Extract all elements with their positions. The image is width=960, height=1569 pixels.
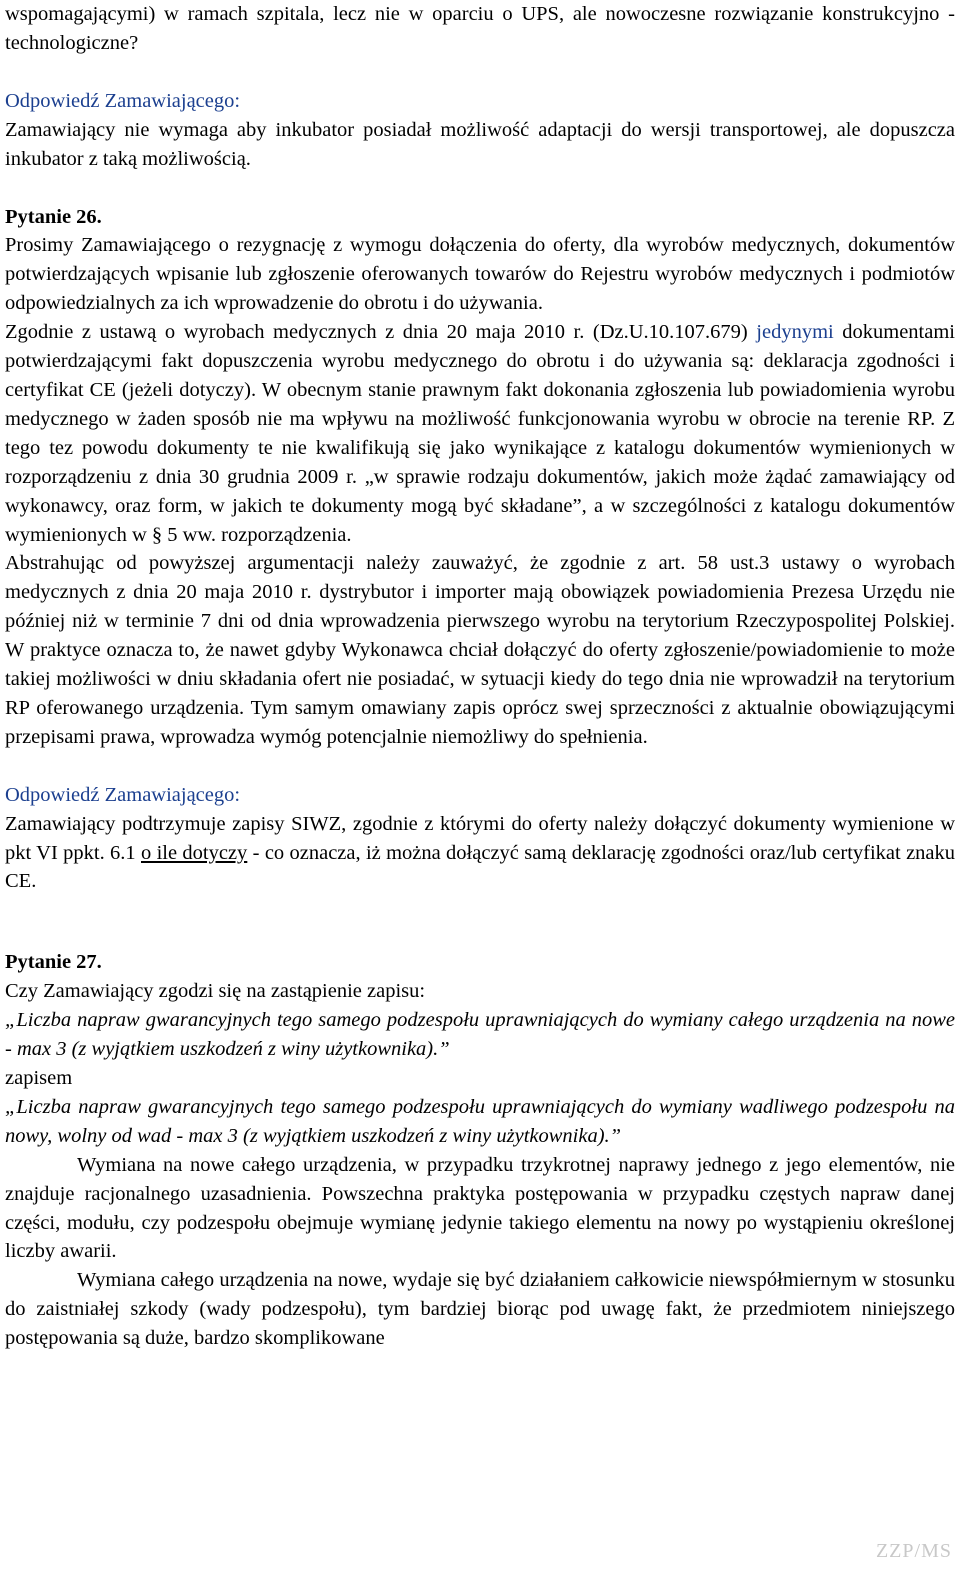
- underlined-phrase: o ile dotyczy: [141, 841, 248, 864]
- answer-text: Zamawiający podtrzymuje zapisy SIWZ, zgodnie z którymi do oferty należy dołączyć dokumenty wymienione w pkt VI ppkt. 6.1 o ile dotyczy - co oznacza, iż można dołączyć samą deklarację zgodności oraz/lub certyfikat znaku CE.: [5, 812, 956, 893]
- paragraph-top: wspomagającymi) w ramach szpitala, lecz nie w oparciu o UPS, ale nowoczesne rozwiązanie konstrukcyjno - technologiczne?: [5, 3, 955, 54]
- question-26-paragraph-argument: Abstrahując od powyższej argumentacji należy zauważyć, że zgodnie z art. 58 ust.3 ustawy o wyrobach medycznych z dnia 20 maja 2010 r. dystrybutor i importer mają obowiązek powiadomienia Prezesa Urzędu nie później niż w terminie 7 dni od dnia wprowadzenia pierwszego wyrobu na terytorium Rzeczypospolitej Polskiej. W praktyce oznacza to, że nawet gdyby Wykonawca chciał dołączyć do oferty zgłoszenie/powiadomienie to może takiej możliwości w dniu składania ofert nie posiadać, w sytuacji kiedy do tego dnia nie wprowadził na terytorium RP oferowanego urządzenia. Tym samym omawiany zapis oprócz swej sprzeczności z aktualnie obowiązującymi przepisami prawa, wprowadza wymóg potencjalnie niemożliwy do spełnienia.: [5, 552, 955, 748]
- question-26-paragraph-law: [5, 318, 955, 549]
- question-27-paragraph: Wymiana na nowe całego urządzenia, w przypadku trzykrotnej naprawy jednego z jego elementów, nie znajduje racjonalnego uzasadnienia. Powszechna praktyka postępowania w przypadku częstych napraw danej części, modułu, czy podzespołu obejmuje wymianę jedynie takiego elementu na nowy po wystąpieniu określonej liczby awarii.: [5, 1153, 955, 1263]
- answer-text: Zamawiający nie wymaga aby inkubator posiadał możliwość adaptacji do wersji transportowej, ale dopuszcza inkubator z taką możliwością.: [5, 118, 955, 170]
- quoted-clause-proposed: „Liczba napraw gwarancyjnych tego samego podzespołu uprawniających do wymiany wadliwego podzespołu na nowy, wolny od wad - max 3 (z wyjątkiem uszkodzeń z winy użytkownika).”: [5, 1095, 955, 1147]
- document-page: [5, 0, 955, 1353]
- question-26-heading: Pytanie 26.: [5, 205, 102, 228]
- law-text: dokumentami potwierdzającymi fakt dopuszczenia wyrobu medycznego do obrotu i do używania są: deklaracja zgodności i certyfikat CE (jeżeli dotyczy). W obecnym stanie prawnym fakt dokonania zgłoszenia lub powiadomienia wyrobu medycznego w żaden sposób nie ma wpływu na możliwość funkcjonowania wyrobu w obrocie na terenie RP. Z tego tez powodu dokumenty te nie kwalifikują się jako wynikające z katalogu dokumentów wymienionych w rozporządzeniu z dnia 30 grudnia 2009 r. „w sprawie rodzaju dokumentów, jakich może żądać zamawiający od wykonawcy, oraz form, w jakich te dokumenty mogą być składane”, a w szczególności z katalogu dokumentów wymienionych w § 5 ww. rozporządzenia.: [5, 321, 955, 546]
- answer-heading: Odpowiedź Zamawiającego:: [5, 783, 241, 806]
- law-reference: Zgodnie z ustawą o wyrobach medycznych z dnia 20 maja 2010 r. (Dz.U.10.107.679): [5, 321, 748, 344]
- watermark: ZZP/MS: [875, 1540, 952, 1562]
- zapisem-label: zapisem: [5, 1067, 73, 1089]
- question-27-paragraph: Wymiana całego urządzenia na nowe, wydaje się być działaniem całkowicie niewspółmiernym w stosunku do zaistniałej szkody (wady podzespołu), tym bardziej biorąc pod uwagę fakt, że przedmiotem niniejszego postępowania są duże, bardzo skomplikowane: [5, 1269, 955, 1350]
- emphasis-word: jedynymi: [756, 321, 834, 344]
- question-27-intro: Czy Zamawiający zgodzi się na zastąpienie zapisu:: [5, 980, 426, 1003]
- answer-heading: Odpowiedź Zamawiającego:: [5, 89, 241, 112]
- question-26-paragraph: Prosimy Zamawiającego o rezygnację z wymogu dołączenia do oferty, dla wyrobów medycznych, dokumentów potwierdzających wpisanie lub zgłoszenie oferowanych towarów do Rejestru wyrobów medycznych i podmiotów odpowiedzialnych za ich wprowadzenie do obrotu i do używania.: [5, 234, 955, 315]
- question-27-heading: Pytanie 27.: [5, 951, 102, 974]
- quoted-clause-original: „Liczba napraw gwarancyjnych tego samego podzespołu uprawniających do wymiany całego urządzenia na nowe - max 3 (z wyjątkiem uszkodzeń z winy użytkownika).”: [5, 1009, 955, 1061]
